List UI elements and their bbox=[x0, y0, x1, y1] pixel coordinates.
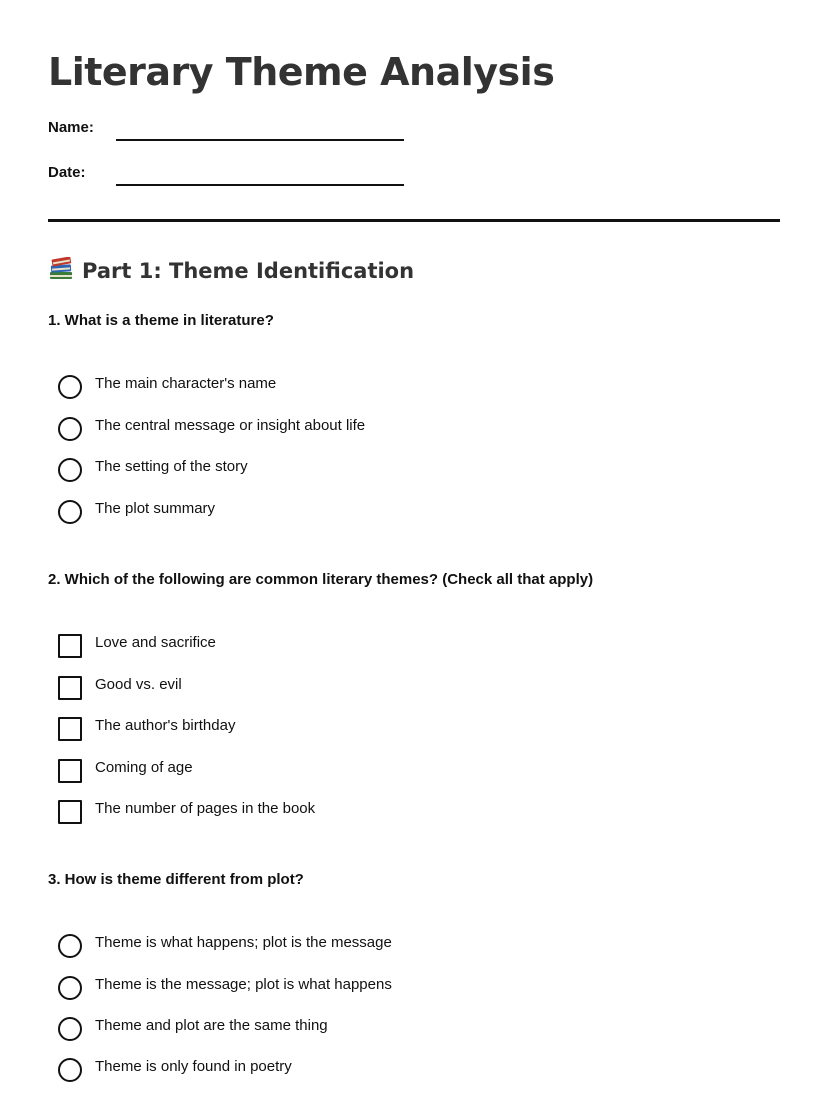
q1-option-4[interactable] bbox=[58, 499, 658, 525]
radio-button[interactable] bbox=[58, 500, 82, 524]
option-label: Love and sacrifice bbox=[95, 634, 216, 651]
page-title: Literary Theme Analysis bbox=[48, 50, 555, 94]
option-label: Theme is the message; plot is what happens bbox=[95, 976, 392, 993]
q1-option-2[interactable] bbox=[58, 416, 658, 442]
q1-option-3[interactable] bbox=[58, 457, 658, 483]
checkbox[interactable] bbox=[58, 634, 82, 658]
option-label: Good vs. evil bbox=[95, 676, 182, 693]
q2-option-1[interactable] bbox=[58, 633, 658, 659]
name-field bbox=[48, 118, 408, 148]
radio-button[interactable] bbox=[58, 375, 82, 399]
question-2: 2. Which of the following are common literary themes? (Check all that apply) bbox=[48, 571, 594, 588]
q2-option-3[interactable] bbox=[58, 716, 658, 742]
option-label: Theme is what happens; plot is the message bbox=[95, 934, 392, 951]
q3-option-2[interactable] bbox=[58, 975, 658, 1001]
checkbox[interactable] bbox=[58, 759, 82, 783]
q2-option-5[interactable] bbox=[58, 799, 658, 825]
radio-button[interactable] bbox=[58, 417, 82, 441]
section-title bbox=[48, 256, 414, 286]
date-input-line[interactable] bbox=[116, 184, 404, 186]
q2-option-4[interactable] bbox=[58, 758, 658, 784]
checkbox[interactable] bbox=[58, 800, 82, 824]
q3-option-4[interactable] bbox=[58, 1057, 658, 1083]
option-label: The number of pages in the book bbox=[95, 800, 316, 817]
q2-option-2[interactable] bbox=[58, 675, 658, 701]
radio-button[interactable] bbox=[58, 1058, 82, 1082]
option-label: Coming of age bbox=[95, 759, 193, 776]
section-title-text: Part 1: Theme Identification bbox=[82, 259, 415, 283]
option-label: Theme is only found in poetry bbox=[95, 1058, 292, 1075]
option-label: The plot summary bbox=[95, 500, 216, 517]
question-1: 1. What is a theme in literature? bbox=[48, 312, 274, 329]
option-label: The setting of the story bbox=[95, 458, 248, 475]
option-label: The main character's name bbox=[95, 375, 277, 392]
date-field bbox=[48, 163, 408, 193]
header-divider bbox=[48, 219, 780, 222]
option-label: The author's birthday bbox=[95, 717, 236, 734]
checkbox[interactable] bbox=[58, 676, 82, 700]
checkbox[interactable] bbox=[58, 717, 82, 741]
q3-option-1[interactable] bbox=[58, 933, 658, 959]
date-label: Date: bbox=[48, 164, 86, 181]
q3-option-3[interactable] bbox=[58, 1016, 658, 1042]
q1-option-1[interactable] bbox=[58, 374, 658, 400]
radio-button[interactable] bbox=[58, 458, 82, 482]
name-input-line[interactable] bbox=[116, 139, 404, 141]
option-label: Theme and plot are the same thing bbox=[95, 1017, 328, 1034]
option-label: The central message or insight about life bbox=[95, 417, 366, 434]
name-label: Name: bbox=[48, 119, 94, 136]
question-3: 3. How is theme different from plot? bbox=[48, 871, 304, 888]
books-icon bbox=[48, 257, 74, 281]
radio-button[interactable] bbox=[58, 1017, 82, 1041]
radio-button[interactable] bbox=[58, 976, 82, 1000]
radio-button[interactable] bbox=[58, 934, 82, 958]
